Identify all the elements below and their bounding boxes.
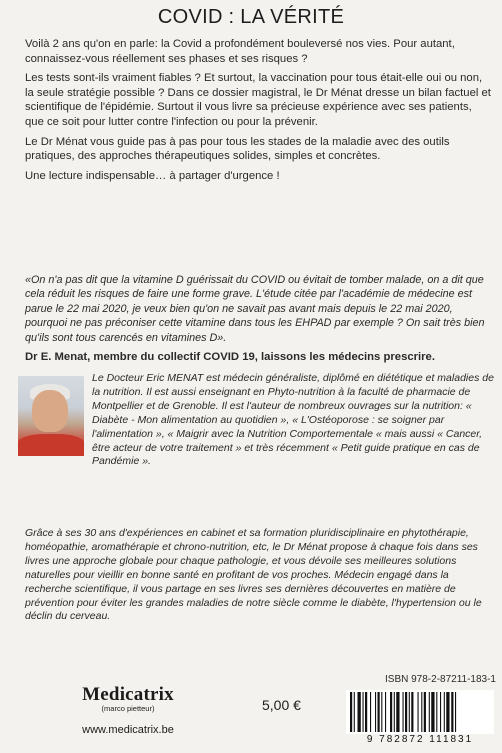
barcode-bar (424, 692, 426, 732)
barcode-bar (363, 692, 364, 732)
barcode-bar (365, 692, 367, 732)
barcode-bar (375, 692, 376, 732)
barcode-bar (390, 692, 392, 732)
isbn: ISBN 978-2-87211-183-1 (385, 674, 496, 685)
quote-text: «On n'a pas dit que la vitamine D guérissait du COVID ou évitait de tomber malade, on a dit que cela réduit les risques de faire une forme grave. L'étude citée par l'académie de médecine est parue le 22 mai 2020, je veux bien qu'on ne savait pas avant mais depuis le 22 mai 2020, pourquoi ne pas préconiser cette vitamine dans tous les EHPAD par exemple ? On sait très bien qu'ils sont tous carencés en vitamines D». (25, 274, 485, 344)
intro-paragraph: Une lecture indispensable… à partager d'urgence ! (25, 169, 280, 182)
barcode-bar (429, 692, 430, 732)
barcode-bar (350, 692, 352, 732)
barcode-bar (396, 692, 399, 732)
barcode-bar (451, 692, 453, 732)
barcode-bar (409, 692, 410, 732)
author-photo-shirt (18, 434, 84, 456)
barcode-bar (354, 692, 355, 732)
author-photo (18, 376, 84, 456)
publisher-sub: (marco pietteur) (101, 704, 155, 713)
author-bio-top (92, 372, 494, 469)
intro-paragraph: Voilà 2 ans qu'on en parle: la Covid a profondément bouleversé nos vies. Pour autant, connaissez-vous réellement ses phases et ses risques ? (25, 38, 455, 65)
barcode (346, 690, 494, 734)
barcode-bar (455, 692, 456, 732)
barcode-bar (385, 692, 386, 732)
barcode-bar (421, 692, 422, 732)
barcode-bar (405, 692, 407, 732)
barcode-bar (411, 692, 413, 732)
intro-paragraph: Le Dr Ménat vous guide pas à pas pour tous les stades de la maladie avec des outils pratiques, des approches thérapeutiques solides, simples et concrètes. (25, 135, 450, 163)
bio-paragraph: Le Docteur Eric MENAT est médecin généraliste, diplômé en diététique et maladies de la nutrition. Il est aussi enseignant en Phyto-nutrition à la faculté de pharmacie de Montpellier et de Grenoble. Il est l'auteur de nombreux ouvrages sur la nutrition: « Diabète - Mon alimentation au quotidien », « L'Ostéoporose : se soigner par l'alimentation », « Maigrir avec la Nutrition Comportementale « mais aussi « Cancer, être acteur de votre traitement » et très récemment « Petit guide pratique en cas de Pandémie ». (92, 372, 494, 468)
page-title: COVID : LA VÉRITÉ (157, 6, 345, 28)
publisher-website: www.medicatrix.be (82, 724, 174, 736)
barcode-bar (358, 692, 361, 732)
intro-paragraph: Les tests sont-ils vraiment fiables ? Et surtout, la vaccination pour tous était-elle oui ou non, la seule stratégie possible ? Dans ce dossier magistral, le Dr Ménat dresse un bilan factuel et scientifique de l'épidémie. Surtout il vous livre sa précieuse expérience avec ses patients, que ce soit pour lutter contre l'infection ou pour la prévenir. (25, 72, 491, 128)
barcode-bar (418, 692, 419, 732)
bio-paragraph: Grâce à ses 30 ans d'expériences en cabinet et sa formation pluridisciplinaire en phytothérapie, homéopathie, aromathérapie et chrono-nutrition, etc, le Dr Ménat propose à chaque fois dans ses livres une approche globale pour chaque pathologie, et vous dévoile ses meilleures solutions naturelles pour vieillir en bonne santé en profitant de vos proches. Médecin engagé dans la recherche scientifique, il vous partage en ses livres ses dernières découvertes en matière de prévention pour éviter les grandes maladies de notre siècle comme le diabète, l'hypertension ou le déclin du cerveau. (25, 527, 482, 623)
intro-text (25, 37, 493, 188)
barcode-number: 9 782872 111831 (366, 734, 474, 745)
publisher-logo (58, 684, 198, 713)
barcode-bar (446, 692, 449, 732)
quote-signature: Dr E. Menat, membre du collectif COVID 19, laissons les médecins prescrire. (25, 351, 435, 363)
author-bio-bottom (25, 527, 493, 624)
barcode-bar (370, 692, 371, 732)
barcode-bar (381, 692, 382, 732)
barcode-bar (394, 692, 395, 732)
barcode-bar (378, 692, 380, 732)
author-photo-face (32, 390, 68, 432)
barcode-bar (431, 692, 434, 732)
quote-block (25, 273, 493, 345)
barcode-bar (444, 692, 445, 732)
barcode-bar (436, 692, 437, 732)
publisher-brand: Medicatrix (82, 684, 174, 705)
barcode-bar (403, 692, 404, 732)
barcode-bar (440, 692, 441, 732)
price: 5,00 € (262, 697, 301, 713)
